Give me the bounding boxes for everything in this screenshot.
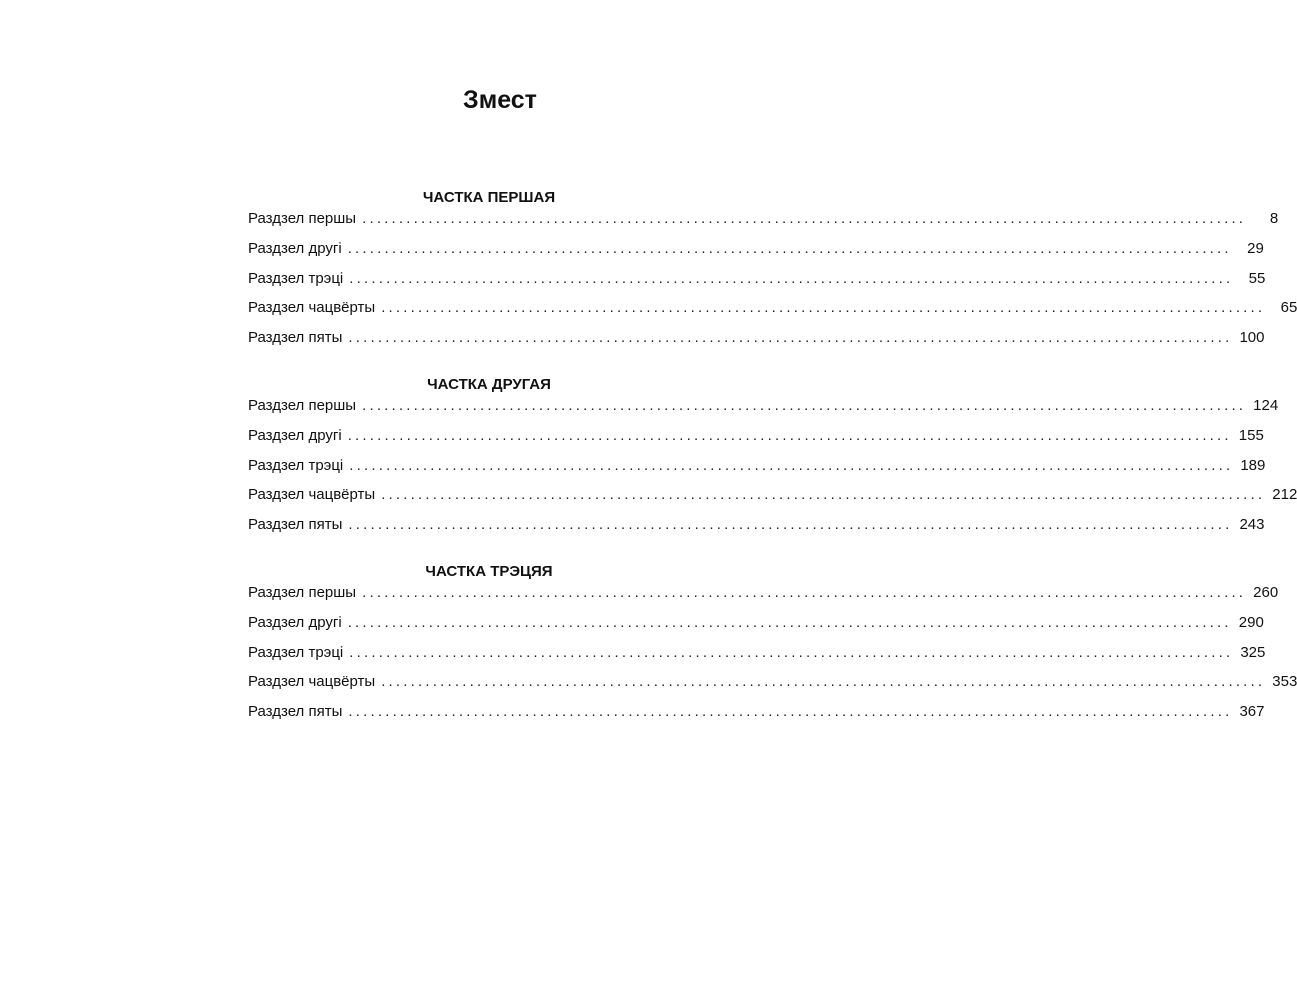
entry-label: Раздзел першы: [248, 397, 357, 414]
dot-leader: ........................................................................................................................: [362, 397, 1247, 414]
toc-entry[interactable]: [248, 456, 1266, 486]
entry-page-number: 29: [1247, 239, 1264, 257]
toc-entry[interactable]: [248, 328, 1265, 358]
entry-page-number: 55: [1248, 269, 1266, 287]
part-heading: ЧАСТКА ТРЭЦЯЯ: [425, 563, 553, 580]
entry-page-number: 367: [1239, 703, 1265, 720]
dot-leader: ........................................................................................................................: [347, 613, 1232, 631]
entry-page-number: 325: [1240, 643, 1266, 661]
toc-entry[interactable]: [248, 298, 1297, 328]
entry-label: Раздзел чацвёрты: [248, 673, 376, 691]
toc-entry[interactable]: [248, 672, 1297, 702]
dot-leader: ........................................................................................................................: [348, 329, 1233, 346]
part-heading: ЧАСТКА ДРУГАЯ: [427, 376, 551, 393]
entry-page-number: 100: [1239, 329, 1265, 346]
dot-leader: ........................................................................................................................: [349, 643, 1234, 661]
entry-label: Раздзел трэці: [248, 269, 344, 287]
entry-page-number: 260: [1253, 584, 1279, 601]
toc-entry[interactable]: [248, 209, 1279, 239]
toc-entry[interactable]: [248, 269, 1266, 299]
dot-leader: ........................................................................................................................: [348, 516, 1233, 533]
toc-entry[interactable]: [248, 515, 1265, 545]
entry-page-number: 290: [1238, 613, 1264, 631]
toc-part-1: [248, 187, 1297, 358]
toc-entry[interactable]: [248, 396, 1279, 426]
page-title: Змест: [463, 86, 537, 114]
entry-page-number: 212: [1272, 486, 1297, 504]
dot-leader: ........................................................................................................................: [349, 269, 1234, 287]
dot-leader: ........................................................................................................................: [381, 299, 1266, 317]
toc-entry[interactable]: [248, 583, 1279, 613]
dot-leader: ........................................................................................................................: [349, 456, 1234, 474]
dot-leader: ........................................................................................................................: [348, 703, 1233, 720]
dot-leader: ........................................................................................................................: [381, 673, 1266, 691]
entry-page-number: 155: [1238, 426, 1264, 444]
dot-leader: ........................................................................................................................: [381, 486, 1266, 504]
part-heading: ЧАСТКА ПЕРШАЯ: [422, 189, 556, 206]
dot-leader: ........................................................................................................................: [362, 210, 1247, 227]
entry-label: Раздзел трэці: [248, 456, 344, 474]
entry-label: Раздзел другі: [248, 613, 342, 631]
toc-entry[interactable]: [248, 485, 1297, 515]
dot-leader: ........................................................................................................................: [362, 584, 1247, 601]
toc-part-3: [248, 561, 1297, 732]
toc-entry[interactable]: [248, 426, 1264, 456]
entry-page-number: 65: [1280, 299, 1297, 317]
dot-leader: ........................................................................................................................: [347, 426, 1232, 444]
entry-label: Раздзел трэці: [248, 643, 344, 661]
toc-part-2: [248, 374, 1297, 545]
toc-entry[interactable]: [248, 702, 1265, 732]
entry-label: Раздзел першы: [248, 210, 357, 227]
entry-label: Раздзел другі: [248, 239, 342, 257]
entry-label: Раздзел другі: [248, 426, 342, 444]
entry-label: Раздзел першы: [248, 584, 357, 601]
entry-page-number: 243: [1239, 516, 1265, 533]
entry-label: Раздзел пяты: [248, 703, 343, 720]
entry-label: Раздзел чацвёрты: [248, 299, 376, 317]
toc-entry[interactable]: [248, 643, 1266, 673]
entry-page-number: 8: [1269, 210, 1279, 227]
toc-entry[interactable]: [248, 613, 1264, 643]
dot-leader: ........................................................................................................................: [347, 239, 1232, 257]
entry-page-number: 189: [1240, 456, 1266, 474]
entry-label: Раздзел пяты: [248, 516, 343, 533]
toc-entry[interactable]: [248, 239, 1264, 269]
entry-page-number: 353: [1272, 673, 1297, 691]
entry-page-number: 124: [1253, 397, 1279, 414]
entry-label: Раздзел чацвёрты: [248, 486, 376, 504]
entry-label: Раздзел пяты: [248, 329, 343, 346]
